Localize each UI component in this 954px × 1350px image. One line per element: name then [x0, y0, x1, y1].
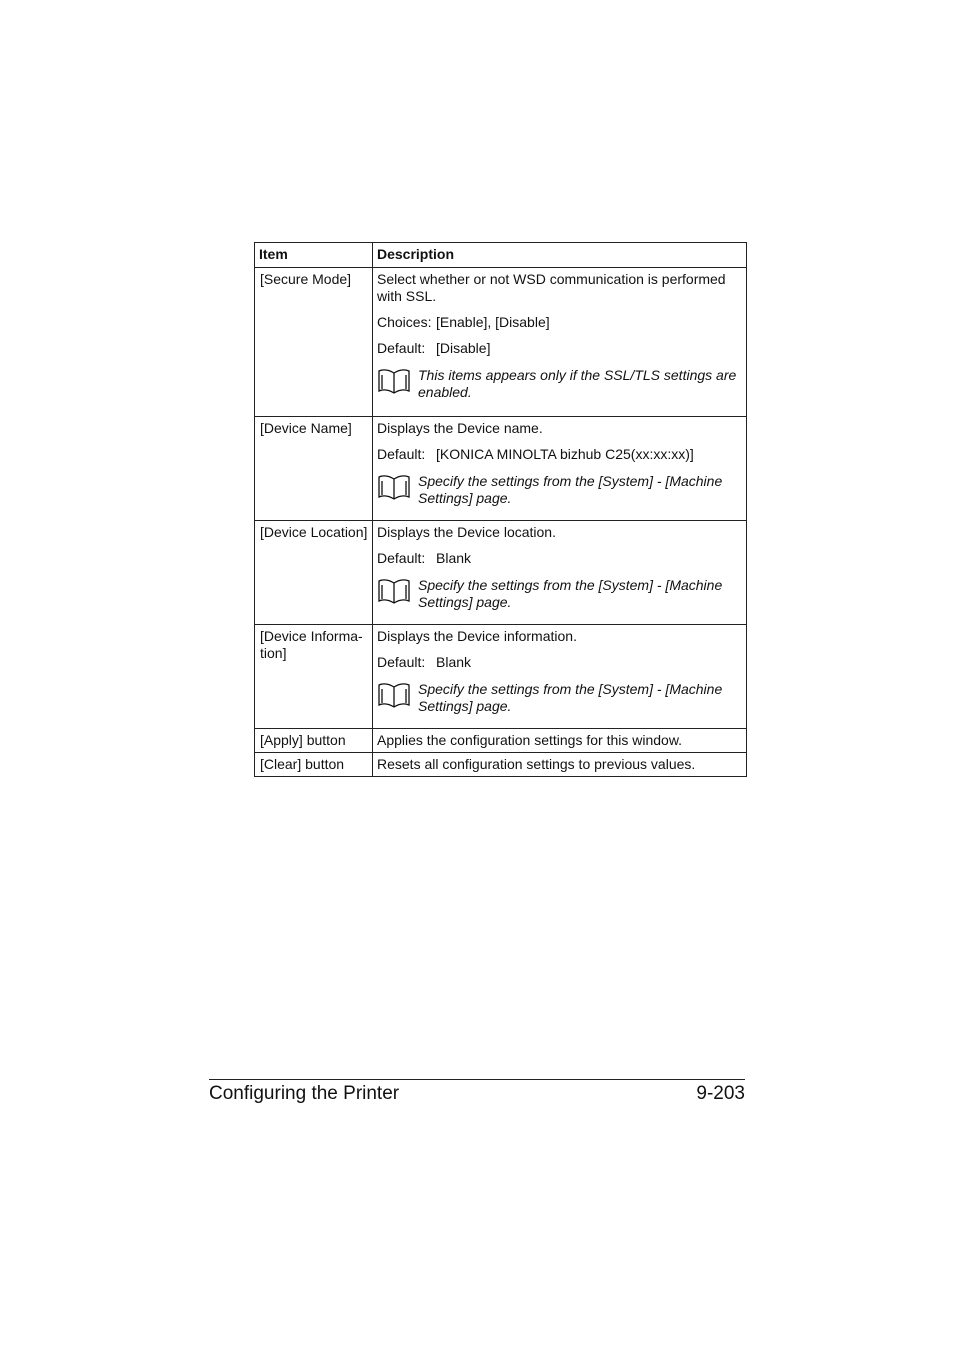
item-cell: [Clear] button — [255, 753, 373, 777]
column-header-item: Item — [255, 243, 373, 268]
choices-label: Choices: — [377, 314, 432, 330]
table-header-row — [255, 243, 747, 268]
book-icon — [377, 681, 418, 715]
item-cell: [Secure Mode] — [255, 268, 373, 417]
default-value: Blank — [436, 654, 472, 670]
description-text: Displays the Device location. — [377, 524, 556, 540]
page-number: 9-203 — [696, 1083, 745, 1104]
note-text: Specify the settings from the [System] - [Machine Settings] page. — [418, 577, 723, 610]
default-line — [377, 446, 744, 463]
book-icon — [377, 473, 418, 507]
table-row — [255, 729, 747, 753]
default-line — [377, 550, 744, 567]
default-label: Default: — [377, 446, 426, 462]
column-header-description: Description — [373, 243, 747, 268]
default-label: Default: — [377, 550, 426, 566]
default-label: Default: — [377, 654, 426, 670]
footer-divider — [209, 1079, 745, 1080]
note — [377, 681, 744, 717]
default-value: Blank — [436, 550, 472, 566]
description-text: Displays the Device name. — [377, 420, 543, 436]
description-cell: Resets all configuration settings to previous values. — [373, 753, 747, 777]
table-row — [255, 753, 747, 777]
description-cell — [373, 417, 747, 521]
default-line — [377, 654, 744, 671]
table-row — [255, 268, 747, 417]
description-text: Select whether or not WSD communication is performed with SSL. — [377, 271, 726, 304]
default-value: [KONICA MINOLTA bizhub C25(xx:xx:xx)] — [436, 446, 694, 462]
description-cell — [373, 521, 747, 625]
note-text: Specify the settings from the [System] - [Machine Settings] page. — [418, 681, 723, 714]
table-row — [255, 625, 747, 729]
table-row — [255, 417, 747, 521]
item-cell: [Device Informa-tion] — [255, 625, 373, 729]
choices-value: [Enable], [Disable] — [436, 314, 550, 330]
default-value: [Disable] — [436, 340, 491, 356]
description-cell — [373, 268, 747, 417]
default-label: Default: — [377, 340, 426, 356]
default-line — [377, 340, 744, 357]
note — [377, 577, 744, 613]
book-icon — [377, 367, 418, 401]
note — [377, 367, 744, 403]
description-cell: Applies the configuration settings for this window. — [373, 729, 747, 753]
choices-line — [377, 314, 744, 331]
note-text: Specify the settings from the [System] - [Machine Settings] page. — [418, 473, 723, 506]
note-text: This items appears only if the SSL/TLS settings are enabled. — [418, 367, 737, 400]
footer-section-title: Configuring the Printer — [209, 1083, 400, 1104]
description-text: Displays the Device information. — [377, 628, 577, 644]
book-icon — [377, 577, 418, 611]
item-cell: [Device Location] — [255, 521, 373, 625]
settings-table — [254, 242, 747, 777]
item-cell: [Device Name] — [255, 417, 373, 521]
table-row — [255, 521, 747, 625]
note — [377, 473, 744, 509]
item-cell: [Apply] button — [255, 729, 373, 753]
description-cell — [373, 625, 747, 729]
